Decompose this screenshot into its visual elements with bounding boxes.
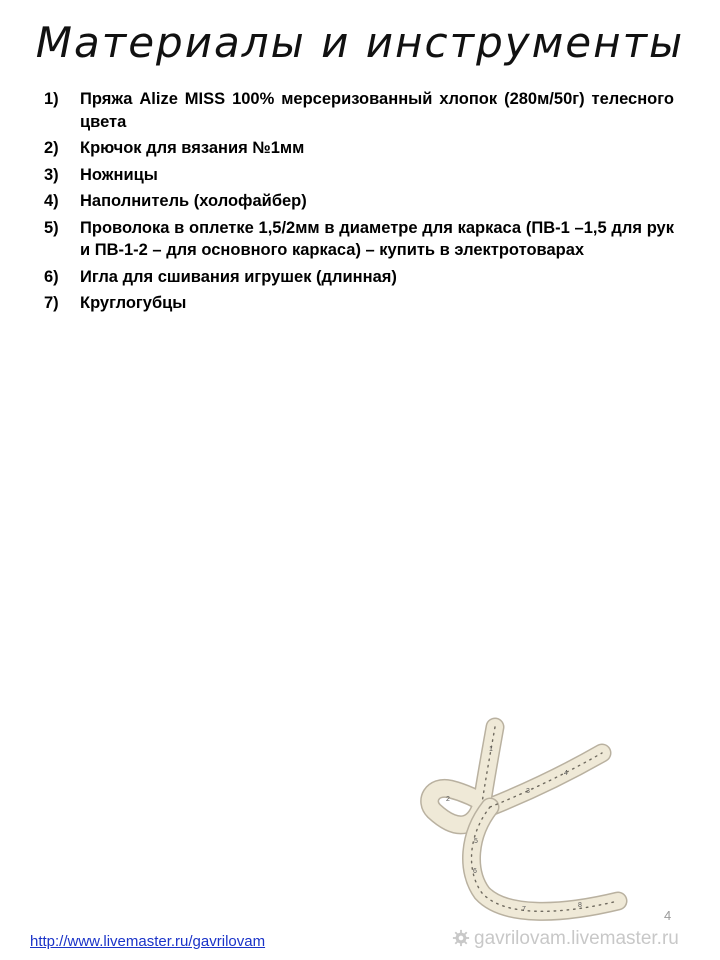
measuring-tape-image (410, 715, 640, 935)
tape-mark: 4 (564, 770, 568, 777)
list-item (44, 137, 674, 160)
list-item-number: 3) (44, 165, 59, 184)
list-item-number: 7) (44, 294, 59, 312)
list-item-text: Круглогубцы (80, 294, 187, 312)
list-item (44, 164, 674, 187)
list-item-text: Крючок для вязания №1мм (80, 139, 305, 157)
watermark-text: gavrilovam.livemaster.ru (474, 928, 679, 949)
list-item (44, 292, 674, 315)
list-item-number: 2) (44, 139, 59, 157)
watermark (452, 928, 679, 950)
list-item (44, 190, 674, 213)
tape-mark: 1 (489, 746, 493, 753)
gear-icon (452, 929, 470, 947)
tape-mark: 3 (526, 788, 530, 795)
page-title: Материалы и инструменты (35, 18, 685, 67)
list-item-text: Проволока в оплетке 1,5/2мм в диаметре для каркаса (ПВ-1 –1,5 для рук и ПВ-1-2 – для основного каркаса) – купить в электротоварах (80, 218, 674, 259)
list-item-number: 4) (44, 192, 59, 210)
materials-list (44, 88, 674, 319)
list-item-text: Наполнитель (холофайбер) (80, 192, 307, 210)
list-item-number: 5) (44, 218, 59, 237)
tape-mark: 5 (474, 838, 478, 845)
list-item (44, 266, 674, 289)
list-item-number: 1) (44, 90, 59, 108)
list-item-text: Пряжа Alize MISS 100% мерсеризованный хлопок (280м/50г) телесного цвета (80, 90, 674, 131)
list-item-number: 6) (44, 267, 59, 286)
page-number: 4 (664, 908, 672, 923)
author-link[interactable]: http://www.livemaster.ru/gavrilovam (30, 933, 266, 950)
list-item-text: Игла для сшивания игрушек (длинная) (80, 267, 397, 286)
tape-mark: 7 (522, 906, 526, 913)
tape-mark: 6 (473, 868, 477, 875)
tape-mark: 8 (578, 902, 582, 909)
list-item (44, 88, 674, 133)
list-item (44, 217, 674, 262)
list-item-text: Ножницы (80, 165, 158, 184)
tape-mark: 2 (446, 796, 450, 803)
